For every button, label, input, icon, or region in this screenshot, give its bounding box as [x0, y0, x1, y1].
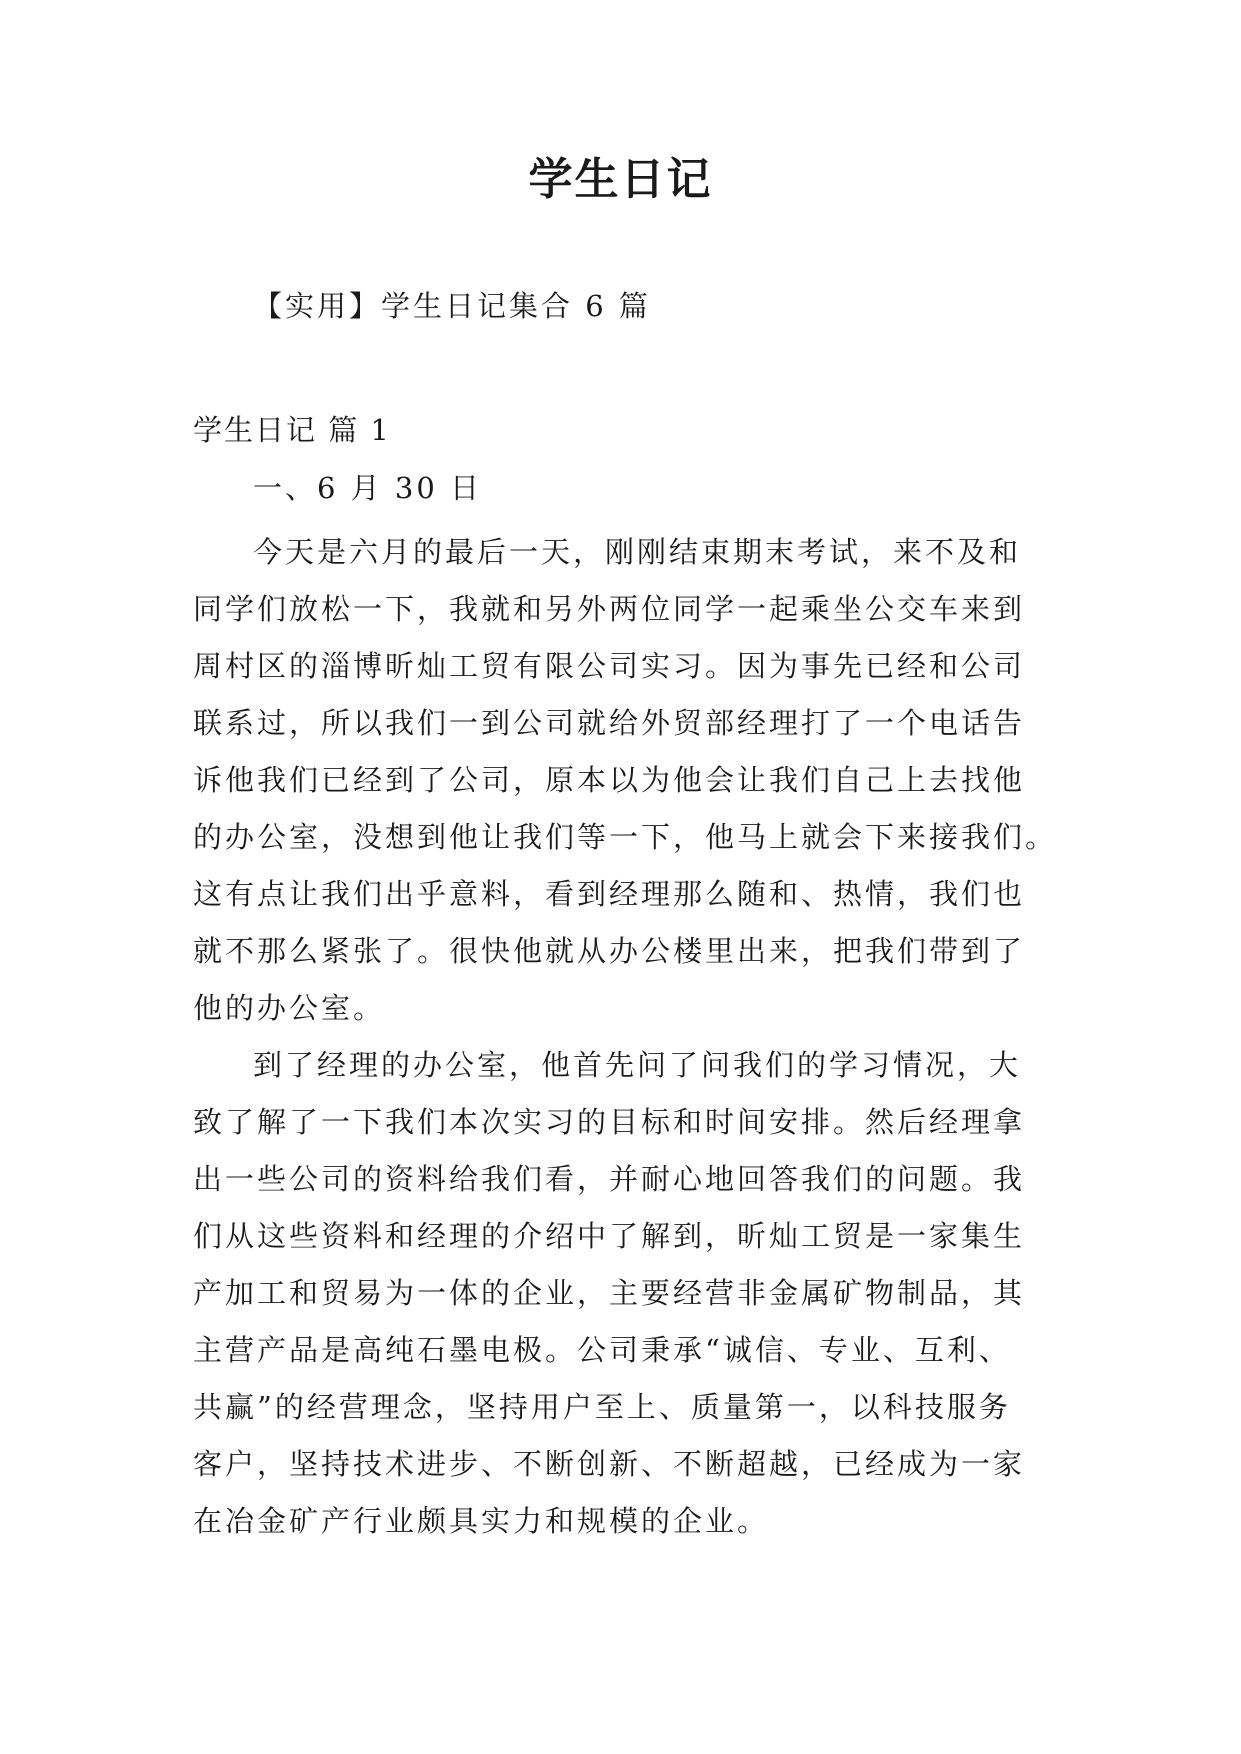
paragraph [193, 1037, 1043, 1550]
paragraph [193, 524, 1058, 1037]
paragraph-line: 在冶金矿产行业颇具实力和规模的企业。 [193, 1504, 770, 1538]
paragraph-line: 客户，坚持技术进步、不断创新、不断超越，已经成为一家 [193, 1447, 1026, 1481]
paragraph-line: 诉他我们已经到了公司，原本以为他会让我们自己上去找他 [193, 763, 1026, 797]
section-heading: 学生日记 篇 1 [193, 413, 391, 447]
paragraph-line: 致了解了一下我们本次实习的目标和时间安排。然后经理拿 [193, 1105, 1026, 1139]
paragraph-line: 共赢”的经营理念，坚持用户至上、质量第一，以科技服务 [193, 1390, 1011, 1424]
paragraph-line: 同学们放松一下，我就和另外两位同学一起乘坐公交车来到 [193, 592, 1026, 626]
paragraph-line: 主营产品是高纯石墨电极。公司秉承“诚信、专业、互利、 [193, 1333, 1011, 1367]
document-subtitle: 【实用】学生日记集合 6 篇 [253, 289, 651, 323]
paragraph-line: 今天是六月的最后一天，刚刚结束期末考试，来不及和 [253, 535, 1022, 569]
paragraph-line: 到了经理的办公室，他首先问了问我们的学习情况，大 [253, 1048, 1022, 1082]
entry-date: 一、6 月 30 日 [253, 471, 483, 505]
paragraph-line: 联系过，所以我们一到公司就给外贸部经理打了一个电话告 [193, 706, 1026, 740]
paragraph-line: 就不那么紧张了。很快他就从办公楼里出来，把我们带到了 [193, 934, 1026, 968]
document-title: 学生日记 [528, 154, 713, 205]
document-body [193, 524, 1058, 1550]
paragraph-line: 周村区的淄博昕灿工贸有限公司实习。因为事先已经和公司 [193, 649, 1026, 683]
paragraph-line: 这有点让我们出乎意料，看到经理那么随和、热情，我们也 [193, 877, 1026, 911]
paragraph-line: 的办公室，没想到他让我们等一下，他马上就会下来接我们。 [193, 820, 1058, 854]
paragraph-line: 产加工和贸易为一体的企业，主要经营非金属矿物制品，其 [193, 1276, 1026, 1310]
paragraph-line: 出一些公司的资料给我们看，并耐心地回答我们的问题。我 [193, 1162, 1026, 1196]
paragraph-line: 他的办公室。 [193, 991, 386, 1025]
paragraph-line: 们从这些资料和经理的介绍中了解到，昕灿工贸是一家集生 [193, 1219, 1026, 1253]
